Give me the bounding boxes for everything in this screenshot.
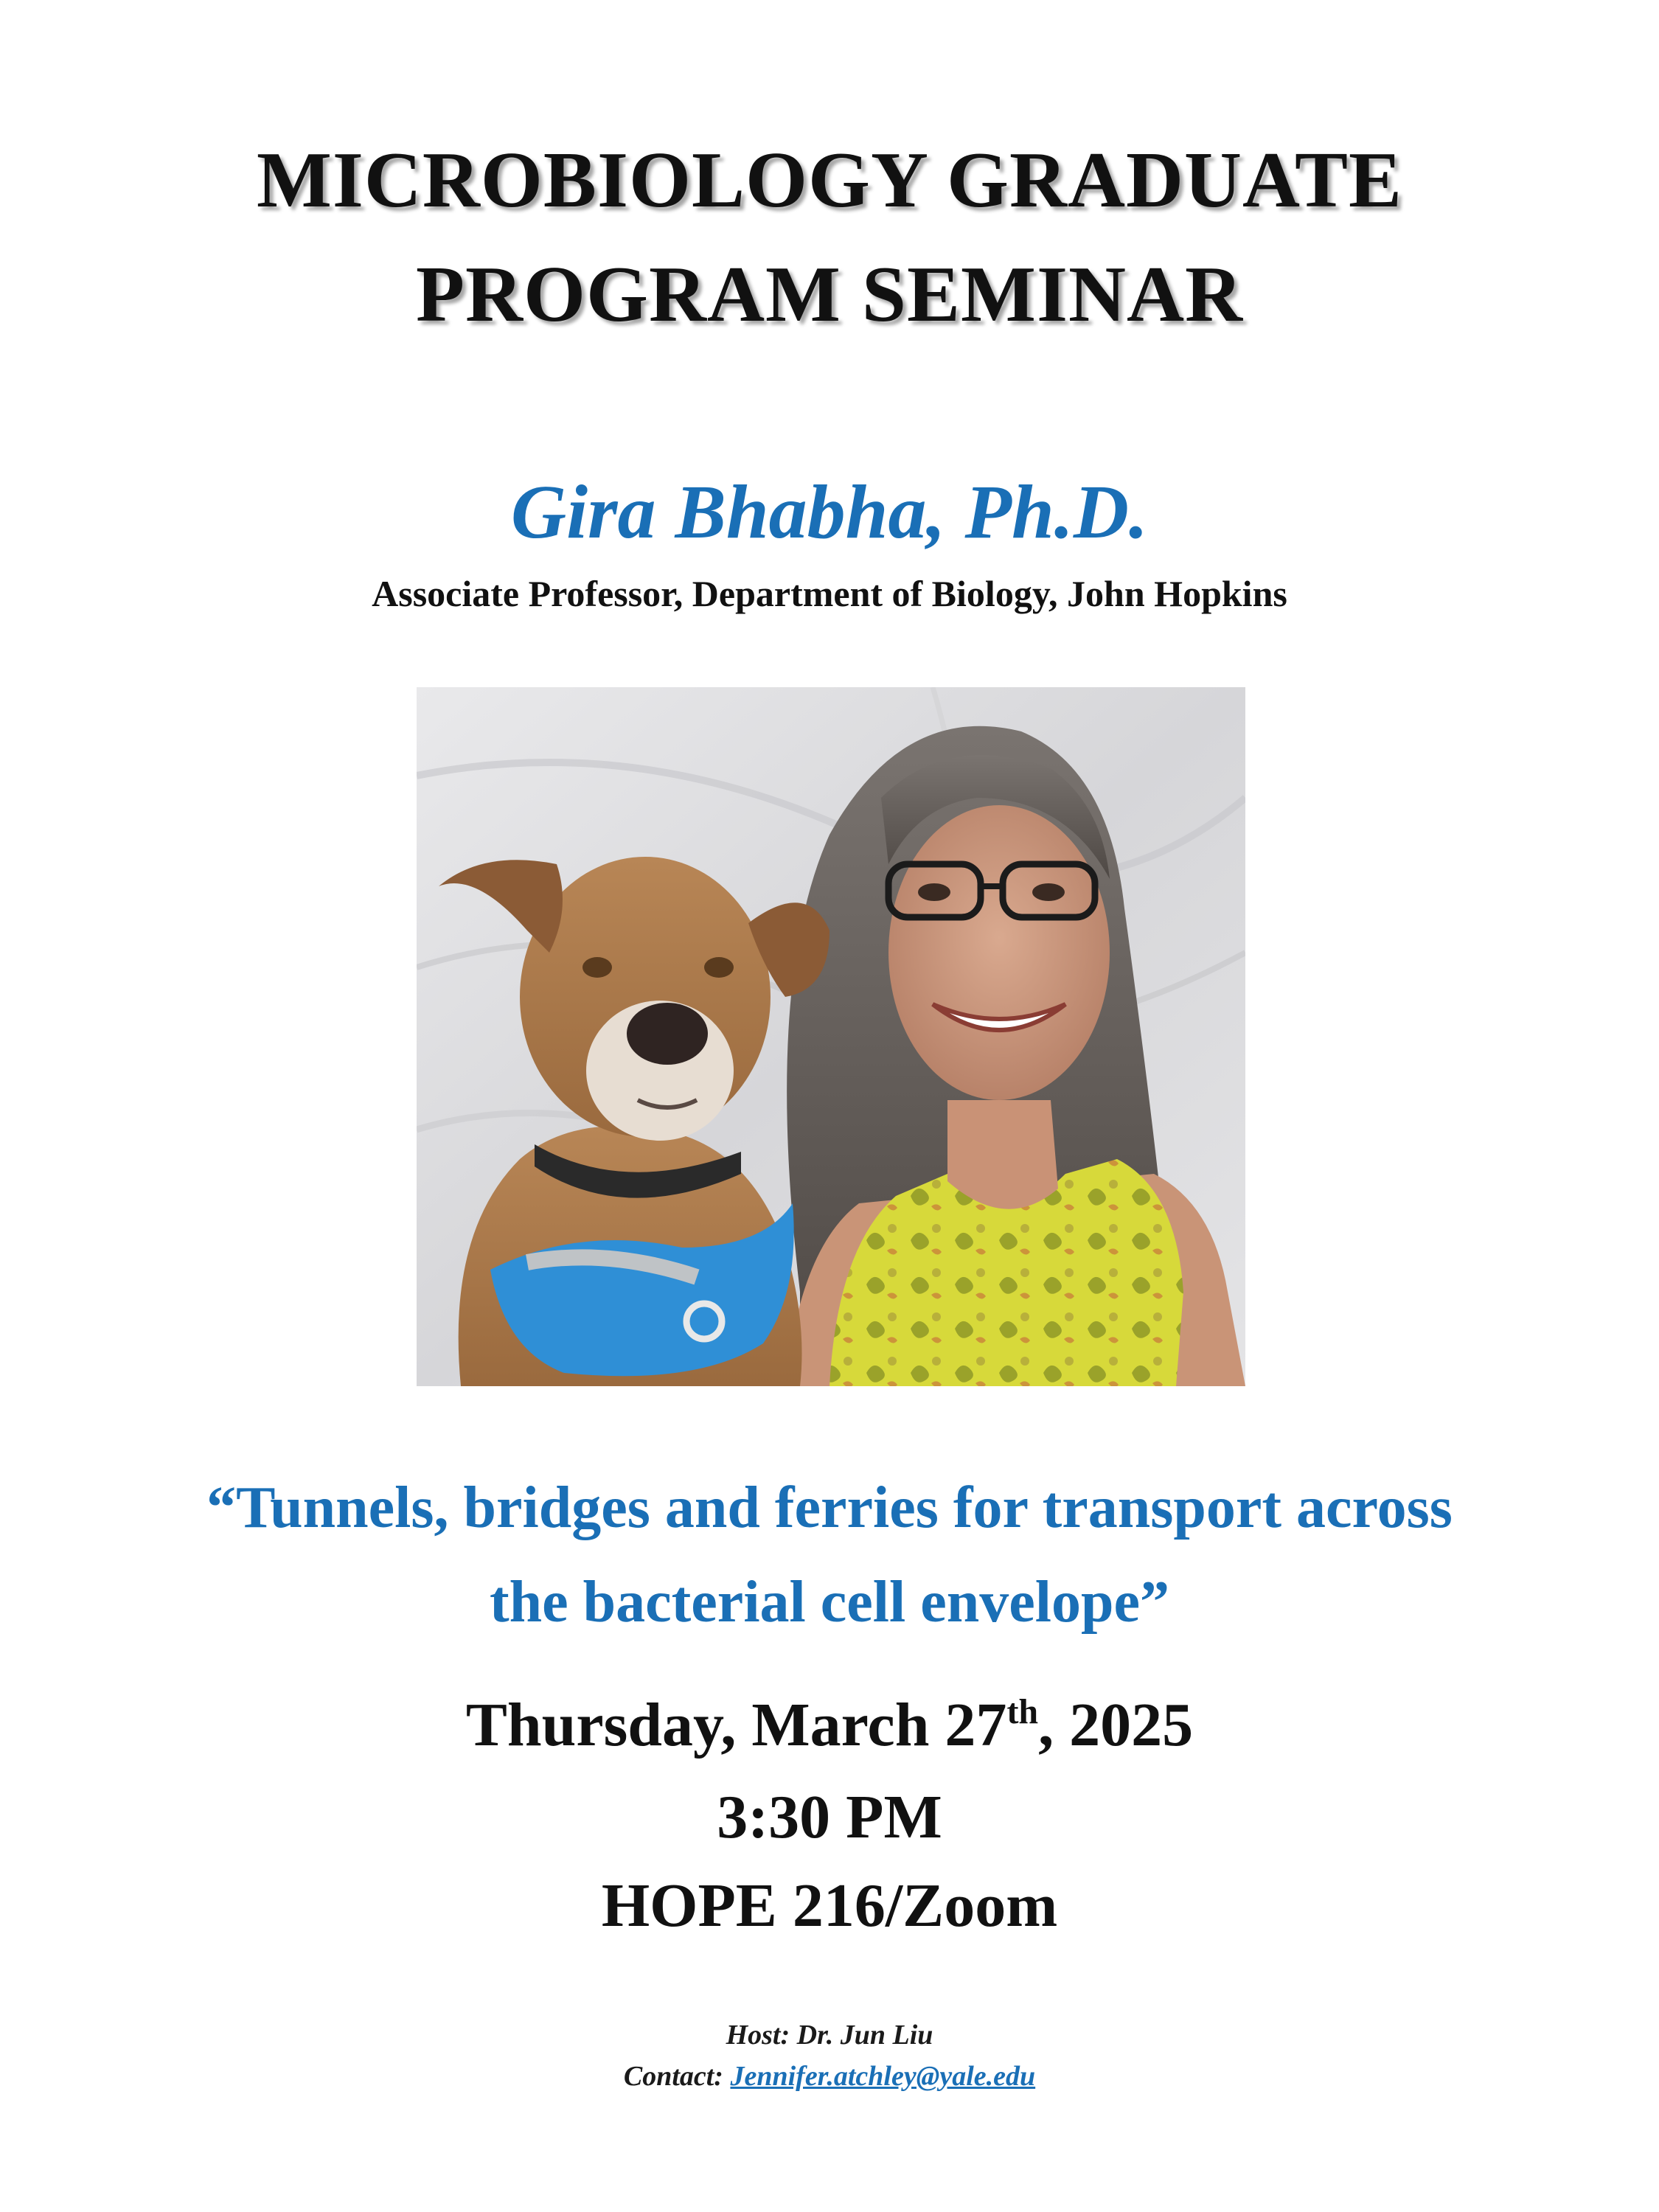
- contact-email-link[interactable]: Jennifer.atchley@yale.edu: [730, 2061, 1036, 2092]
- flyer-title-line-2: PROGRAM SEMINAR: [416, 251, 1243, 338]
- flyer-title-line-1: MICROBIOLOGY GRADUATE: [256, 136, 1403, 224]
- talk-title-line-1: “Tunnels, bridges and ferries for transport across: [206, 1475, 1453, 1540]
- event-location: HOPE 216/Zoom: [601, 1871, 1058, 1940]
- event-date-main: Thursday, March 27: [465, 1691, 1007, 1759]
- contact-label: Contact:: [623, 2061, 723, 2092]
- host-line: Host: Dr. Jun Liu: [726, 2020, 933, 2051]
- event-date-year: , 2025: [1038, 1691, 1194, 1759]
- event-date: [0, 1685, 1659, 1766]
- speaker-name: Gira Bhabha, Ph.D.: [511, 470, 1148, 554]
- contact-line: [0, 2058, 1659, 2095]
- talk-title-line-2: the bacterial cell envelope”: [490, 1570, 1169, 1635]
- event-time: 3:30 PM: [717, 1783, 942, 1851]
- speaker-affiliation: Associate Professor, Department of Biology, John Hopkins: [372, 573, 1287, 614]
- speaker-photo: [417, 687, 1245, 1386]
- event-date-ordinal: th: [1006, 1692, 1039, 1731]
